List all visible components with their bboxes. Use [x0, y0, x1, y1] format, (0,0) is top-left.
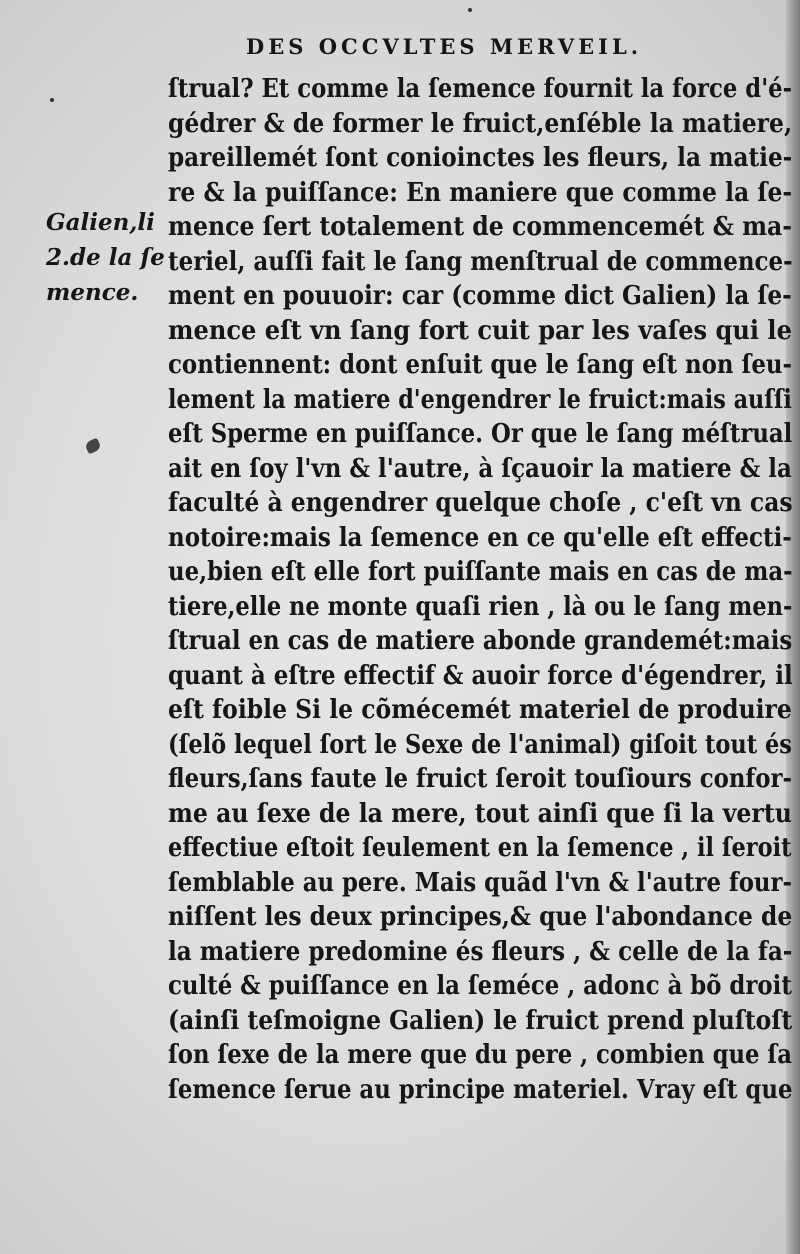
text-line: contiennent: dont enſuit que le ſang eſt non ſeu- — [168, 350, 792, 380]
text-line: niſſent les deux principes,& que l'abondance de — [168, 902, 793, 932]
text-line: gédrer & de former le fruict,enſéble la matiere, — [168, 108, 793, 139]
margin-note — [46, 205, 170, 310]
body-text — [168, 72, 792, 1107]
running-header: DES OCCVLTES MERVEIL. — [246, 34, 643, 59]
text-line: ſtrual? Et comme la ſemence fournit la force d'é- — [168, 74, 792, 104]
text-line: (ſelõ lequel ſort le Sexe de l'animal) giſoit tout és — [168, 729, 792, 760]
text-line: lement la matiere d'engendrer le fruict:mais auſſi — [168, 384, 792, 415]
text-line: (ainſi teſmoigne Galien) le fruict prend pluſtoſt — [168, 1005, 793, 1036]
text-line: teriel, auſſi fait le ſang menſtrual de commence- — [168, 246, 793, 277]
text-line: re & la puiſſance: En maniere que comme la ſe- — [168, 177, 792, 208]
text-line: effectiue eſtoit ſeulement en la ſemence , il ſeroit — [168, 833, 792, 863]
text-line: fleurs,ſans faute le fruict ſeroit touſiours confor- — [168, 764, 792, 794]
text-line: pareillemét ſont conioinctes les fleurs, la matie- — [168, 143, 792, 173]
text-line: ſemence ſerue au principe materiel. Vray eſt que — [168, 1074, 793, 1105]
text-line: ſemblable au pere. Mais quãd l'vn & l'autre four- — [168, 867, 792, 898]
text-line: quant à eſtre effectif & auoir force d'égendrer, il — [168, 660, 793, 691]
text-line: me au ſexe de la mere, tout ainſi que ſi la vertu — [168, 798, 792, 829]
text-line: mence ſert totalement de commencemét & ma- — [168, 212, 793, 242]
text-line: notoire:mais la ſemence en ce qu'elle eſt effecti- — [168, 522, 792, 553]
text-line: faculté à engendrer quelque choſe , c'eſt vn cas — [168, 488, 793, 518]
text-line: ſtrual en cas de matiere abonde grandemét:mais — [168, 626, 793, 656]
text-line: la matiere predomine és fleurs , & celle de la fa- — [168, 936, 793, 967]
margin-note-line: 2.de la ſe — [46, 244, 165, 271]
ink-smudge — [84, 438, 102, 455]
ink-speck — [468, 8, 472, 12]
ink-speck — [50, 98, 54, 102]
text-line: tiere,elle ne monte quaſi rien , là ou le ſang men- — [168, 591, 793, 622]
margin-note-line: mence. — [46, 279, 139, 306]
text-line: eſt foible Si le cõmécemét materiel de produire — [168, 695, 792, 725]
text-line: ue,bien eſt elle fort puiſſante mais en cas de ma- — [168, 557, 793, 587]
text-line: ſon ſexe de la mere que du pere , combien que ſa — [168, 1040, 792, 1070]
text-line: culté & puiſſance en la ſeméce , adonc à bõ droit — [168, 971, 792, 1001]
margin-note-line: Galien,li — [46, 209, 155, 236]
text-line: mence eſt vn ſang fort cuit par les vaſes qui le — [168, 315, 792, 346]
text-line: ment en pouuoir: car (comme dict Galien) la ſe- — [168, 281, 792, 311]
text-line: eſt Sperme en puiſſance. Or que le ſang méſtrual — [168, 419, 792, 449]
text-line: ait en ſoy l'vn & l'autre, à ſçauoir la matiere & la — [168, 453, 792, 484]
